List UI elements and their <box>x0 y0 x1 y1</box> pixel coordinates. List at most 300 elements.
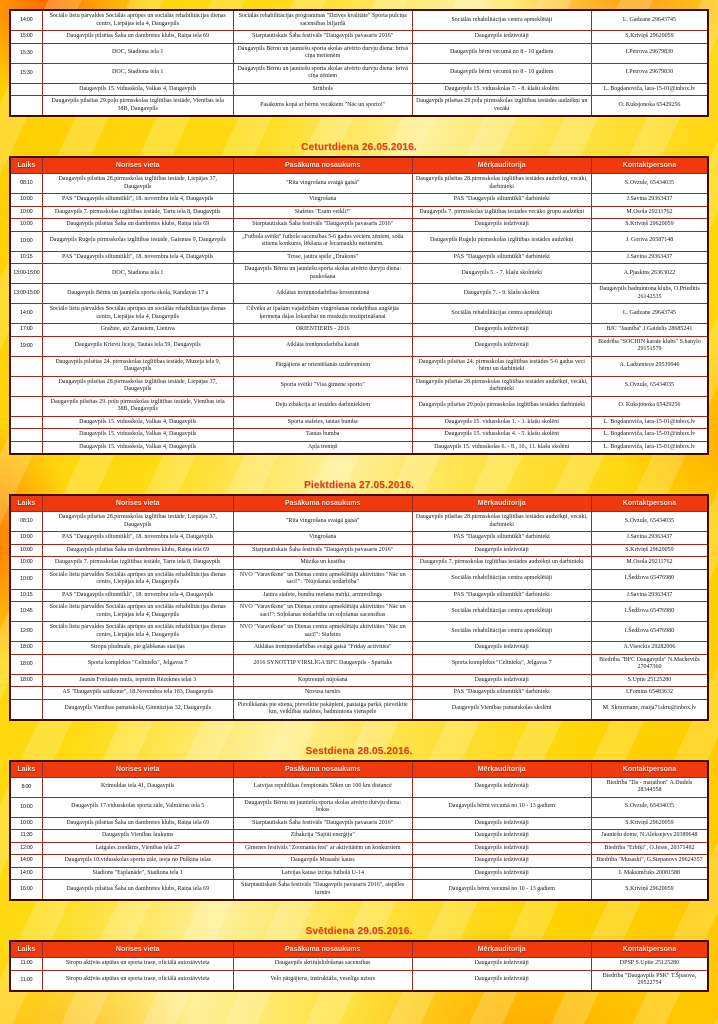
cell-norises-vieta: Daugavpils pilsētas Šaha un dambretes klubs, Raiņa iela 69 <box>42 880 233 901</box>
cell-merkauditorija: PAS "Daugavpils siltumtīkli" darbinieki <box>412 532 591 545</box>
cell-laiks: 12:00 <box>10 622 42 642</box>
cell-norises-vieta: Daugavpils pilsētas Šaha un dambretes klubs, Raiņa iela 69 <box>42 544 233 557</box>
cell-laiks: 8:00 <box>10 777 42 797</box>
cell-kontaktpersona: S.Ovzule, 65434035 <box>591 512 708 532</box>
cell-laiks: 18:00 <box>10 642 42 655</box>
cell-merkauditorija: Daugavpils iedzīvotāji <box>412 817 591 830</box>
cell-kontaktpersona: Biedrība "Erbiķi", O.Jesse, 20371492 <box>591 842 708 855</box>
cell-norises-vieta: Daugavpils pilsētas 29. poļu pirmsskolas izglītības iestāde, Vienības iela 38B, Daugavpils <box>42 396 233 416</box>
column-header-norises-vieta: Norises vieta <box>42 941 233 958</box>
cell-kontaktpersona: L. Bogdanoviča, lara-15-01@inbox.lv <box>591 441 708 454</box>
cell-norises-vieta: PAS "Daugavpils siltumtīkli", 18. novembra iela 4, Daugavpils <box>42 194 233 207</box>
cell-merkauditorija: Daugavpils iedzīvotāji <box>412 777 591 797</box>
schedule-section <box>0 480 718 721</box>
cell-kontaktpersona: A. Ladzeniece 29539946 <box>591 356 708 376</box>
cell-kontaktpersona: L. Gadzane 29643745 <box>591 10 708 31</box>
header-row <box>10 157 708 174</box>
cell-norises-vieta: Sociālo lietu pārvaldes Sociālās aprūpes un sociālās rehabilitācijas dienas centrs, Liepājas iela 4, Daugavpils <box>42 602 233 622</box>
column-header-merkauditorija: Mērķauditorija <box>412 495 591 512</box>
cell-kontaktpersona: Biedrība "BFC Daugavpils" N.Mackevičs 27047360 <box>591 654 708 674</box>
cell-merkauditorija: Sociālās rehabilitācijas centra apmeklētāji <box>412 10 591 31</box>
cell-norises-vieta: Daugavpils 15. vidusskola, Valkas 4, Daugavpils <box>42 429 233 442</box>
cell-merkauditorija: Daugavpils bērni vecumā no 10 - 13 gadiem <box>412 797 591 817</box>
schedule-table <box>9 940 709 992</box>
cell-pasakuma-nosaukums: Pārgājiens ar orientēšanās uzdevumiem <box>233 356 412 376</box>
cell-kontaktpersona: Biedrība "Da - marathon" A.Dudels 28344558 <box>591 777 708 797</box>
cell-norises-vieta: DOC, Stadiona iela 1 <box>42 63 233 83</box>
cell-kontaktpersona: L. Bogdanoviča, lara-15-01@inbox.lv <box>591 83 708 96</box>
cell-laiks: 19:00 <box>10 336 42 356</box>
cell-pasakuma-nosaukums: "Rīta vingrošana svaigā gaisā" <box>233 174 412 194</box>
section-date-title: Sestdiena 28.05.2016. <box>305 745 413 757</box>
cell-merkauditorija: Daugavpils bērni vecumā no 8 - 10 gadiem <box>412 43 591 63</box>
cell-pasakuma-nosaukums: Stafetes "Esam veikli!" <box>233 206 412 219</box>
cell-norises-vieta: Daugavpils pilsētas 28.pirmsskolas izglītības iestāde, Liepājas 37, Daugavpils <box>42 512 233 532</box>
cell-pasakuma-nosaukums: Jautra stafete, bumbu mešana mērķī, armrestlings <box>233 589 412 602</box>
column-header-pasakuma-nosaukums: Pasākuma nosaukums <box>233 495 412 512</box>
header-row <box>10 761 708 778</box>
cell-laiks: 10:00 <box>10 219 42 232</box>
cell-norises-vieta: Daugavpils pilsētas Šaha un dambretes klubs, Raiņa iela 69 <box>42 31 233 44</box>
cell-laiks <box>10 687 42 700</box>
cell-norises-vieta: Daugavpils Vienības laukums <box>42 830 233 843</box>
table-row <box>10 642 708 655</box>
cell-pasakuma-nosaukums: Starptautiskais Šaha festivāls "Daugavpils pavasaris 2016", atspēles turnīrs <box>233 880 412 901</box>
table-row <box>10 512 708 532</box>
schedule-section <box>0 9 718 117</box>
cell-kontaktpersona: S.Kriviņš 29620059 <box>591 880 708 901</box>
table-row <box>10 569 708 589</box>
cell-norises-vieta: PAS "Daugavpils siltumtīkli", 18. novembra iela 4, Daugavpils <box>42 532 233 545</box>
cell-merkauditorija: Daugavpils pilsētas 29.poļu pirmsskolas izglītības iestādes darbinieki <box>412 396 591 416</box>
cell-pasakuma-nosaukums: Velo pārgājiens, instruktāža, veselīgs uzturs <box>233 970 412 991</box>
cell-pasakuma-nosaukums: "Rīta vingrošana svaigā gaisā" <box>233 512 412 532</box>
cell-laiks: 10:15 <box>10 589 42 602</box>
cell-laiks: 11:00 <box>10 970 42 991</box>
table-row <box>10 336 708 356</box>
table-row <box>10 970 708 991</box>
cell-merkauditorija: Daugavpils pilsētas 28.pirmsskolas izglītības iestādes audzēkņi, vecāki, darbinieki <box>412 376 591 396</box>
table-row <box>10 251 708 264</box>
column-header-norises-vieta: Norises vieta <box>42 157 233 174</box>
cell-pasakuma-nosaukums: Tautas bumba <box>233 429 412 442</box>
cell-norises-vieta: Stadions "Esplanāde", Stadiona iela 1 <box>42 867 233 880</box>
table-row <box>10 231 708 251</box>
table-row <box>10 83 708 96</box>
cell-kontaktpersona: L. Bogdanoviča, lara-15-01@inbox.lv <box>591 429 708 442</box>
cell-laiks: 14:00 <box>10 855 42 868</box>
column-header-norises-vieta: Norises vieta <box>42 495 233 512</box>
cell-kontaktpersona: S.Ovzule, 65434035 <box>591 376 708 396</box>
cell-norises-vieta: Stropu aktīvās atpūtas un sporta trase, oficiālā autostāvvieta <box>42 958 233 971</box>
table-row <box>10 777 708 797</box>
table-row <box>10 674 708 687</box>
cell-pasakuma-nosaukums: Vingrošana <box>233 532 412 545</box>
cell-norises-vieta: Sociālo lietu pārvaldes Sociālās aprūpes un sociālās rehabilitācijas dienas centrs, Liepājas iela 4, Daugavpils <box>42 10 233 31</box>
cell-laiks: 13:00-15:00 <box>10 264 42 284</box>
table-row <box>10 304 708 324</box>
cell-kontaktpersona: Daugavpils badmintona klubs, O.Priedītis 26142535 <box>591 284 708 304</box>
table-row <box>10 797 708 817</box>
table-row <box>10 376 708 396</box>
cell-pasakuma-nosaukums: Zibakcija "Sajūti enerģiju" <box>233 830 412 843</box>
table-row <box>10 602 708 622</box>
cell-merkauditorija: Daugavpils 7. - 9. klašu skolēni <box>412 284 591 304</box>
header-row <box>10 941 708 958</box>
cell-kontaktpersona: S.Ovzule, 65434035 <box>591 797 708 817</box>
cell-pasakuma-nosaukums: Daugavpils Musashi kauss <box>233 855 412 868</box>
table-row <box>10 174 708 194</box>
cell-kontaktpersona: S.Kriviņš 29620059 <box>591 544 708 557</box>
cell-pasakuma-nosaukums: NVO "Varavīksne" un Dienas centra apmeklētāju aktivitātes "Nāc un sacī!": "Nūjošanas nodarbība" <box>233 569 412 589</box>
cell-laiks <box>10 699 42 720</box>
cell-norises-vieta: Gražute, aiz Zarasiem, Lietuva <box>42 324 233 337</box>
cell-norises-vieta: Daugavpils Krievu licejs, Tautas iela 59, Daugavpils <box>42 336 233 356</box>
table-row <box>10 206 708 219</box>
cell-merkauditorija: PAS "Daugavpils siltumtīkli" darbinieki <box>412 589 591 602</box>
column-header-kontaktpersona: Kontaktpersona <box>591 495 708 512</box>
cell-kontaktpersona: J.Savina 29363437 <box>591 532 708 545</box>
cell-merkauditorija: Daugavpils iedzīvotāji <box>412 324 591 337</box>
column-header-laiks: Laiks <box>10 157 42 174</box>
cell-pasakuma-nosaukums: Mūzika un kustība <box>233 557 412 570</box>
cell-pasakuma-nosaukums: Koptreniņš nūjošanā <box>233 674 412 687</box>
cell-pasakuma-nosaukums: Pasākums kopā ar bērnu vecākiem "Nāc un sporto!" <box>233 96 412 117</box>
table-row <box>10 429 708 442</box>
cell-norises-vieta: Daugavpils 7. pirmsskolas izglītības iestāde, Tartu iela 8, Daugavpils <box>42 206 233 219</box>
cell-norises-vieta: Daugavpils pilsētas 28.pirmsskolas izglītības iestāde, Liepājas 37, Daugavpils <box>42 376 233 396</box>
cell-kontaktpersona: I.Šedžova 65476980 <box>591 602 708 622</box>
cell-kontaktpersona: Biedrība "SOCHIN karate klubs" S.hanylo 29151579 <box>591 336 708 356</box>
cell-merkauditorija: Sociālās rehabilitācijas centra apmeklētāji <box>412 304 591 324</box>
cell-merkauditorija: PAS "Daugavpils siltumtīkli" darbinieki <box>412 194 591 207</box>
schedule-table <box>9 494 709 721</box>
cell-norises-vieta: PAS "Daugavpils siltumtīkli", 18. novembra iela 4, Daugavpils <box>42 589 233 602</box>
cell-kontaktpersona: O. Kuksjonoka 65429256 <box>591 96 708 117</box>
cell-kontaktpersona: S.Upīte 25125280 <box>591 674 708 687</box>
cell-merkauditorija: Daugavpils iedzīvotāji <box>412 31 591 44</box>
cell-kontaktpersona: Biedrība "Musashi", G.Stepanovs 29624357 <box>591 855 708 868</box>
cell-laiks: 10:00 <box>10 532 42 545</box>
cell-pasakuma-nosaukums: Starptautiskais Šaha festivāls "Daugavpils pavasaris 2016" <box>233 544 412 557</box>
cell-norises-vieta: Daugavpils pilsētas 24. pirmsskolas izglītības iestāde, Muzeja iela 9, Daugavpils <box>42 356 233 376</box>
cell-laiks: 10:00 <box>10 557 42 570</box>
cell-merkauditorija: Daugavpils bērni vecumā no 10 - 13 gadiem <box>412 880 591 901</box>
cell-kontaktpersona: M.Osola 29211762 <box>591 557 708 570</box>
cell-pasakuma-nosaukums: Daugavpils Bērnu un jauniešu sporta skolas atvērto durvju diena: brīvā cīņa meitenēm <box>233 43 412 63</box>
cell-merkauditorija: Daugavpils iedzīvotāji <box>412 336 591 356</box>
cell-norises-vieta: Daugavpils Ruģeļu pirmsskolas izglītības iestāde, Gaismas 9, Daugavpils <box>42 231 233 251</box>
column-header-pasakuma-nosaukums: Pasākuma nosaukums <box>233 941 412 958</box>
table-row <box>10 441 708 454</box>
cell-pasakuma-nosaukums: Atklātas treniņnodarbības svaigā gaisā "Friday activities" <box>233 642 412 655</box>
cell-laiks: 18:00 <box>10 674 42 687</box>
cell-pasakuma-nosaukums: Sporta svētki "Visa ģimene sporto" <box>233 376 412 396</box>
cell-norises-vieta: Daugavpils 17.vidusskolas sporta zāle, Valmieras iela 5 <box>42 797 233 817</box>
cell-pasakuma-nosaukums: 2016 SYNOTTIP VIRSLĪGA BFC Daugavpils - Spartaks <box>233 654 412 674</box>
cell-pasakuma-nosaukums: Sociālās rehabilitācijas programmas "Dzīves kvalitāte" Sporta pulciņa sacensības biljardā <box>233 10 412 31</box>
cell-pasakuma-nosaukums: Apļa treniņš <box>233 441 412 454</box>
cell-laiks: 14:00 <box>10 304 42 324</box>
section-date-title: Ceturtdiena 26.05.2016. <box>301 142 417 153</box>
table-row <box>10 416 708 429</box>
cell-merkauditorija: Daugavpils iedzīvotāji <box>412 219 591 232</box>
cell-kontaktpersona: BJC "Jaunība" J.Gaidelis 28685241 <box>591 324 708 337</box>
cell-kontaktpersona: S.Kriviņš 29620059 <box>591 31 708 44</box>
table-row <box>10 63 708 83</box>
schedule-section <box>0 142 718 455</box>
table-row <box>10 43 708 63</box>
cell-pasakuma-nosaukums: Daugavpils skrituļslidošanas sacensības <box>233 958 412 971</box>
table-row <box>10 817 708 830</box>
cell-pasakuma-nosaukums: Daugavpils Bērnu un jauniešu sporta skolas atvērto durvju diena: bokss <box>233 797 412 817</box>
cell-kontaktpersona: I.Petrova 29679830 <box>591 63 708 83</box>
column-header-laiks: Laiks <box>10 761 42 778</box>
cell-pasakuma-nosaukums: Vingrošana <box>233 194 412 207</box>
cell-pasakuma-nosaukums: Latvijas republikas čempionāts 50km un 100 km distancē <box>233 777 412 797</box>
table-row <box>10 544 708 557</box>
cell-merkauditorija: Daugavpils pilsētas 29.poļu pirmsskolas izglītības iestādes audzēkņi un vecāki <box>412 96 591 117</box>
cell-merkauditorija: Daugavpils 5. - 7. klašu skolnieki <box>412 264 591 284</box>
cell-laiks: 10:00 <box>10 194 42 207</box>
cell-merkauditorija: Daugavpils iedzīvotāji <box>412 544 591 557</box>
cell-norises-vieta: Daugavpils Bērnu un jauniešu sporta skola, Kandavas 17 a <box>42 284 233 304</box>
table-row <box>10 687 708 700</box>
cell-pasakuma-nosaukums: NVO "Varavīksne" un Dienas centra apmeklētāju aktivitātes "Nāc un sacī!": Stafetes <box>233 622 412 642</box>
cell-laiks: 12:00 <box>10 842 42 855</box>
cell-merkauditorija: Daugavpils bērni vecumā no 8 - 10 gadiem <box>412 63 591 83</box>
cell-kontaktpersona: I.Fomins 65483632 <box>591 687 708 700</box>
cell-merkauditorija: Daugavpils iedzīvotāji <box>412 958 591 971</box>
cell-laiks: 14:00 <box>10 10 42 31</box>
table-row <box>10 589 708 602</box>
column-header-kontaktpersona: Kontaktpersona <box>591 157 708 174</box>
cell-laiks <box>10 356 42 376</box>
cell-merkauditorija: Daugavpils iedzīvotāji <box>412 830 591 843</box>
column-header-laiks: Laiks <box>10 941 42 958</box>
table-row <box>10 264 708 284</box>
column-header-pasakuma-nosaukums: Pasākuma nosaukums <box>233 157 412 174</box>
cell-merkauditorija: Daugavpils 15. vidusskolas 4. - 5. klašu skolēni <box>412 429 591 442</box>
cell-pasakuma-nosaukums: Starptautiskais Šaha festivāls "Daugavpils pavasaris 2016" <box>233 31 412 44</box>
table-row <box>10 622 708 642</box>
cell-norises-vieta: Daugavpils pilsētas 28.pirmsskolas izglītības iestāde, Liepājas 37, Daugavpils <box>42 174 233 194</box>
table-row <box>10 867 708 880</box>
cell-norises-vieta: PAS "Daugavpils siltumtīkli", 18. novembra iela 4, Daugavpils <box>42 251 233 264</box>
cell-kontaktpersona: J.Savina 29363437 <box>591 589 708 602</box>
cell-kontaktpersona: J.Savina 29363437 <box>591 251 708 264</box>
cell-laiks <box>10 416 42 429</box>
table-row <box>10 654 708 674</box>
cell-kontaktpersona: S.Kriviņš 29620059 <box>591 817 708 830</box>
cell-pasakuma-nosaukums: „Futbola svētki" futbola sacensības 5-6 gadus veciem zēniem, soda sitienu konkurss, lēkšana ar lecamauklu meitenēm. <box>233 231 412 251</box>
cell-laiks: 16:00 <box>10 880 42 901</box>
cell-kontaktpersona: I.Šedžova 65476980 <box>591 569 708 589</box>
table-row <box>10 557 708 570</box>
table-row <box>10 958 708 971</box>
cell-laiks <box>10 376 42 396</box>
cell-norises-vieta: Daugavpils 7. pirmsskolas izglītības iestāde, Tartu iela 8, Daugavpils <box>42 557 233 570</box>
cell-merkauditorija: Sporta komplekss "Celtnieks", Jelgavas 7 <box>412 654 591 674</box>
column-header-merkauditorija: Mērķauditorija <box>412 761 591 778</box>
cell-merkauditorija: Daugavpils 15. vidusskolas 6. - 8., 10., 11. klašu skolēni <box>412 441 591 454</box>
cell-kontaktpersona: I. Maksimčuks 20081588 <box>591 867 708 880</box>
header-row <box>10 495 708 512</box>
cell-pasakuma-nosaukums: Latvijas kausa izcīņa futbolā U-14 <box>233 867 412 880</box>
cell-laiks: 10:15 <box>10 251 42 264</box>
cell-kontaktpersona: J.Savina 29363437 <box>591 194 708 207</box>
cell-laiks: 10:45 <box>10 602 42 622</box>
column-header-merkauditorija: Mērķauditorija <box>412 941 591 958</box>
cell-merkauditorija: Daugavpils 15. vidusskolas 1. - 3. klašu skolēni <box>412 416 591 429</box>
cell-merkauditorija: Daugavpils Vienības pamatskolas skolēni <box>412 699 591 720</box>
cell-norises-vieta: Daugavpils 15. vidusskola, Valkas 4, Daugavpils <box>42 83 233 96</box>
cell-pasakuma-nosaukums: Deju zibakcija ar iestādes darbiniekiem <box>233 396 412 416</box>
schedule-table <box>9 9 709 117</box>
cell-laiks: 10:00 <box>10 569 42 589</box>
cell-kontaktpersona: J. Goriva 26587148 <box>591 231 708 251</box>
cell-norises-vieta: AS "Daugavpils satiksme", 18.Novembra iela 183, Daugavpils <box>42 687 233 700</box>
cell-pasakuma-nosaukums: Starptautiskais Šaha festivāls "Daugavpils pavasaris 2016" <box>233 817 412 830</box>
column-header-pasakuma-nosaukums: Pasākuma nosaukums <box>233 761 412 778</box>
cell-laiks: 10:00 <box>10 544 42 557</box>
cell-laiks: 10:00 <box>10 817 42 830</box>
cell-kontaktpersona: L. Bogdanoviča, lara-15-01@inbox.lv <box>591 416 708 429</box>
column-header-merkauditorija: Mērķauditorija <box>412 157 591 174</box>
cell-pasakuma-nosaukums: Atklāta treniņnodarbība karatē <box>233 336 412 356</box>
cell-kontaktpersona: A.Visockis 29282006 <box>591 642 708 655</box>
cell-norises-vieta: Daugavpils 10.vidusskolas sporta zāle, ieeja no Puškina ielas <box>42 855 233 868</box>
cell-norises-vieta: Latgales zoodārzs, Vienības iela 27 <box>42 842 233 855</box>
cell-merkauditorija: Daugavpils iedzīvotāji <box>412 867 591 880</box>
table-row <box>10 855 708 868</box>
cell-merkauditorija: Daugavpils pilsētas 28.pirmsskolas izglītības iestādes audzēkņi, vecāki, darbinieki <box>412 174 591 194</box>
cell-laiks: 18:00 <box>10 654 42 674</box>
cell-laiks <box>10 83 42 96</box>
cell-pasakuma-nosaukums: Atklātas treniņnodarbības krosmintonā <box>233 284 412 304</box>
table-row <box>10 194 708 207</box>
cell-norises-vieta: Daugavpils pilsētas Šaha un dambretes klubs, Raiņa iela 69 <box>42 817 233 830</box>
cell-pasakuma-nosaukums: Novusa turnīrs <box>233 687 412 700</box>
cell-pasakuma-nosaukums: Trose, jautra spēle „Drakons" <box>233 251 412 264</box>
column-header-laiks: Laiks <box>10 495 42 512</box>
cell-kontaktpersona: I.Petrova 29679830 <box>591 43 708 63</box>
cell-norises-vieta: Daugavpils pilsētas Šaha un dambretes klubs, Raiņa iela 69 <box>42 219 233 232</box>
table-row <box>10 880 708 901</box>
cell-laiks: 15:00 <box>10 31 42 44</box>
cell-norises-vieta: Sporta komplekss "Celtnieks", Jelgavas 7 <box>42 654 233 674</box>
cell-laiks: 13:00-15:00 <box>10 284 42 304</box>
cell-merkauditorija: Sociālās rehabilitācijas centra apmeklētāji <box>412 602 591 622</box>
cell-norises-vieta: Sociālo lietu pārvaldes Sociālās aprūpes un sociālās rehabilitācijas dienas centrs, Liepājas iela 4, Daugavpils <box>42 622 233 642</box>
cell-laiks: 15:30 <box>10 43 42 63</box>
cell-laiks <box>10 96 42 117</box>
column-header-kontaktpersona: Kontaktpersona <box>591 941 708 958</box>
cell-merkauditorija: Daugavpils 7. pirmsskolas izglītības iestādes audzēkņi un darbinieki <box>412 557 591 570</box>
schedule-section <box>0 926 718 992</box>
column-header-kontaktpersona: Kontaktpersona <box>591 761 708 778</box>
cell-merkauditorija: Sociālās rehabilitācijas centra apmeklētāji <box>412 569 591 589</box>
cell-pasakuma-nosaukums: NVO "Varavīksne" un Dienas centra apmeklētāju aktivitātes "Nāc un sacī!": Soļošanas nodarbība un soļošanas sacensības <box>233 602 412 622</box>
cell-pasakuma-nosaukums: Cilvēku ar īpašām vajadzībām vingrošanas nodarbības augšējās ķermeņa daļas lokanībai un muskuļu nostiprināšanai <box>233 304 412 324</box>
cell-laiks: 11:30 <box>10 830 42 843</box>
cell-norises-vieta: Sociālo lietu pārvaldes Sociālās aprūpes un sociālās rehabilitācijas dienas centrs, Liepājas iela 4, Daugavpils <box>42 569 233 589</box>
cell-laiks: 08:10 <box>10 512 42 532</box>
cell-kontaktpersona: M. Skruzmane, maija71skru@inbox.lv <box>591 699 708 720</box>
table-row <box>10 219 708 232</box>
cell-pasakuma-nosaukums: Strītbols <box>233 83 412 96</box>
table-row <box>10 96 708 117</box>
cell-kontaktpersona: Biedrība "Daugavpils PSK" T.Šjusova, 29522754 <box>591 970 708 991</box>
table-row <box>10 356 708 376</box>
cell-laiks: 10:00 <box>10 206 42 219</box>
cell-merkauditorija: Daugavpils 7. pirmsskolas izglītības iestādes vecāko grupu audzēkņi <box>412 206 591 219</box>
cell-pasakuma-nosaukums: Pievilkšanās pie stieņa, pieveiktie pakāpieni, pastaiga parkā, pieveiktie km, veiklības stafetes, badmintona vienspēle <box>233 699 412 720</box>
cell-laiks: 10:00 <box>10 797 42 817</box>
cell-kontaktpersona: S.Ovzule, 65434035 <box>591 174 708 194</box>
cell-norises-vieta: DOC, Stadiona iela 1 <box>42 43 233 63</box>
cell-merkauditorija: Daugavpils iedzīvotāji <box>412 970 591 991</box>
cell-kontaktpersona: I.Šedžova 65476980 <box>591 622 708 642</box>
schedule-table <box>9 760 709 902</box>
cell-kontaktpersona: O. Kuksjonoka 65429256 <box>591 396 708 416</box>
cell-merkauditorija: Daugavpils iedzīvotāji <box>412 674 591 687</box>
cell-norises-vieta: Sociālo lietu pārvaldes Sociālās aprūpes un sociālās rehabilitācijas dienas centrs, Liepājas iela 4, Daugavpils <box>42 304 233 324</box>
cell-merkauditorija: Daugavpils iedzīvotāji <box>412 642 591 655</box>
cell-kontaktpersona: L. Gadzane 29643745 <box>591 304 708 324</box>
section-date-title: Piektdiena 27.05.2016. <box>303 480 415 491</box>
cell-norises-vieta: Krimuldas iela 41, Daugavpils <box>42 777 233 797</box>
section-date-title: Svētdiena 29.05.2016. <box>305 926 413 937</box>
cell-kontaktpersona: M.Osola 29211762 <box>591 206 708 219</box>
table-row <box>10 699 708 720</box>
table-row <box>10 10 708 31</box>
table-row <box>10 396 708 416</box>
cell-laiks: 10:00 <box>10 231 42 251</box>
cell-merkauditorija: Daugavpils 15. vidusskolas 7. - 8. klašu skolēni <box>412 83 591 96</box>
cell-norises-vieta: Stropu pludmale, pie glābšanas stacijas <box>42 642 233 655</box>
cell-laiks: 14:00 <box>10 867 42 880</box>
cell-norises-vieta: Daugavpils 15. vidusskola, Valkas 4, Daugavpils <box>42 441 233 454</box>
cell-pasakuma-nosaukums: Daugavpils Bērnu un jauniešu sporta skolas atvērto durvju diena: brīvā cīņa zēniem <box>233 63 412 83</box>
cell-laiks: 15:30 <box>10 63 42 83</box>
cell-pasakuma-nosaukums: Sporta stafetes, tautas bumba <box>233 416 412 429</box>
cell-norises-vieta: Daugavpils Vienības pamatskola, Ģimnāzijas 32, Daugavpils <box>42 699 233 720</box>
cell-merkauditorija: Daugavpils Ruģeļu pirmsskolas izglītības iestādes audzēkņi <box>412 231 591 251</box>
cell-pasakuma-nosaukums: Starptautiskais Šaha festivāls "Daugavpils pavasaris 2016" <box>233 219 412 232</box>
cell-norises-vieta: DOC, Stadiona iela 1 <box>42 264 233 284</box>
cell-merkauditorija: Sociālās rehabilitācijas centra apmeklētāji <box>412 622 591 642</box>
cell-laiks: 17:00 <box>10 324 42 337</box>
table-row <box>10 324 708 337</box>
table-row <box>10 532 708 545</box>
column-header-norises-vieta: Norises vieta <box>42 761 233 778</box>
table-row <box>10 284 708 304</box>
cell-norises-vieta: Stropu aktīvās atpūtas un sporta trase, oficiālā autostāvvieta <box>42 970 233 991</box>
cell-pasakuma-nosaukums: ORIENTIERIS - 2016 <box>233 324 412 337</box>
schedule-table <box>9 156 709 455</box>
table-row <box>10 31 708 44</box>
cell-merkauditorija: PAS "Daugavpils siltumtīkli" darbinieki <box>412 251 591 264</box>
cell-merkauditorija: PAS "Daugavpils siltumtīkli" darbinieki <box>412 687 591 700</box>
table-row <box>10 842 708 855</box>
cell-norises-vieta: Jaunās Forštates mežs, iepretim Rēzeknes ielai 3 <box>42 674 233 687</box>
cell-kontaktpersona: S.Kriviņš 29620059 <box>591 219 708 232</box>
cell-merkauditorija: Daugavpils pilsētas 24. pirmsskolas izglītības iestādes 5-6 gadus veci bērni un darbinieki <box>412 356 591 376</box>
cell-laiks <box>10 429 42 442</box>
cell-kontaktpersona: Jauniešu dome, N.Aleksejevs 20389648 <box>591 830 708 843</box>
cell-norises-vieta: Daugavpils pilsētas 29.poļu pirmsskolas izglītības iestāde, Vienības iela 38B, Daugavpils <box>42 96 233 117</box>
